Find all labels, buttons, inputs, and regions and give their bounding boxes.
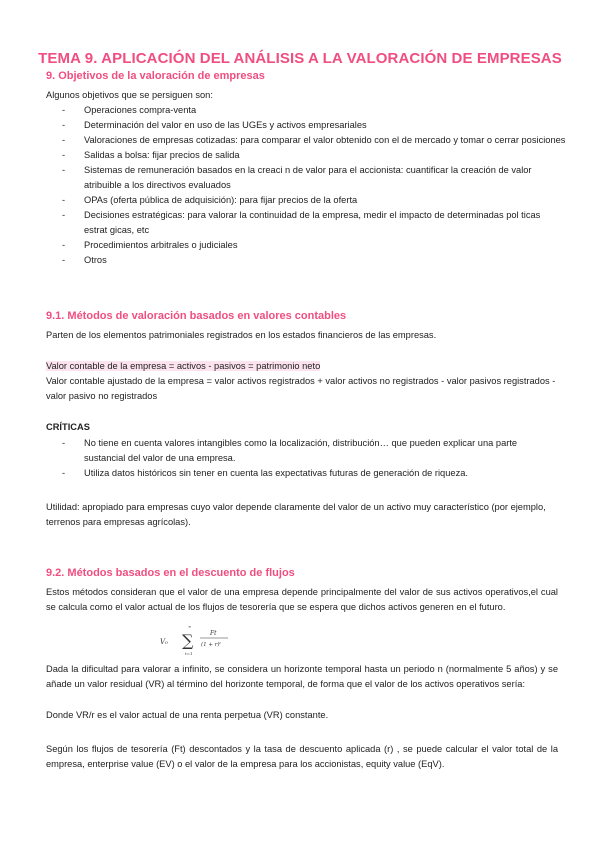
list-item: - Sistemas de remuneración basados en la creaci n de valor para el accionista: cuantificar la creación de valor atribuible a los directivos evaluados [46, 163, 566, 193]
list-item: - Valoraciones de empresas cotizadas: para comparar el valor obtenido con el de mercado y tomar o cerrar posiciones [46, 133, 566, 148]
list-item: - OPAs (oferta pública de adquisición): para fijar precios de la oferta [46, 193, 566, 208]
formula-valor-contable [46, 359, 320, 374]
list-item: - Salidas a bolsa: fijar precios de salida [46, 148, 566, 163]
formula-sigma-top: ∞ [188, 624, 192, 629]
list-item: - Operaciones compra-venta [46, 103, 566, 118]
section-9-2-paragraph-1: Estos métodos consideran que el valor de una empresa depende principalmente del valor de sus activos operativos,el cual se calcula como el valor actual de los flujos de tesorería que se espera que dichos activos generen en el futuro. [46, 587, 558, 612]
utilidad-text: Utilidad: apropiado para empresas cuyo valor depende claramente del valor de un activo muy característico (por ejemplo, terrenos para empresas agrícolas). [46, 502, 546, 527]
formula-denominator: (1 + r)ᵗ [201, 642, 221, 648]
section-9-heading: 9. Objetivos de la valoración de empresas [46, 70, 265, 82]
list-item: - Determinación del valor en uso de las UGEs y activos empresariales [46, 118, 566, 133]
section-9-2-paragraph-2: Dada la dificultad para valorar a infinito, se considera un horizonte temporal hasta un periodo n (normalmente 5 años) y se añade un valor residual (VR) al término del horizonte temporal, de forma que el valor de los activos operativos sería: [46, 664, 558, 689]
formula-numerator: Ft [210, 630, 217, 637]
formula-sigma-bottom: t=1 [185, 651, 193, 656]
section-9-intro: Algunos objetivos que se persiguen son: [46, 90, 213, 100]
list-item: - No tiene en cuenta valores intangibles como la localización, distribución… que pueden explicar una parte sustancial del valor de una empresa. [46, 436, 558, 466]
formula-lhs: V₀ [160, 638, 168, 646]
highlighted-formula: Valor contable de la empresa = activos - pasivos = patrimonio neto [46, 361, 321, 371]
section-9-2-heading: 9.2. Métodos basados en el descuento de flujos [46, 567, 295, 579]
section-9-2-paragraph-4: Según los flujos de tesorería (Ft) descontados y la tasa de descuento aplicada (r) , se puede calcular el valor total de la empresa, enterprise value (EV) o el valor de la empresa para los accionistas, equity value (EqV). [46, 744, 558, 769]
criticas-list [46, 436, 558, 481]
list-item: - Procedimientos arbitrales o judiciales [46, 238, 566, 253]
section-9-2-paragraph-3: Donde VR/r es el valor actual de una renta perpetua (VR) constante. [46, 710, 329, 720]
document-title: TEMA 9. APLICACIÓN DEL ANÁLISIS A LA VALORACIÓN DE EMPRESAS [38, 50, 562, 67]
list-item: - Utiliza datos históricos sin tener en cuenta las expectativas futuras de generación de riqueza. [46, 466, 558, 481]
list-item: - Decisiones estratégicas: para valorar la continuidad de la empresa, medir el impacto de determinadas pol ticas estrat gicas, etc [46, 208, 566, 238]
criticas-label: CRÍTICAS [46, 422, 90, 432]
formula-valor-contable-ajustado: Valor contable ajustado de la empresa = valor activos registrados + valor activos no registrados - valor pasivos registrados - valor pasivo no registrados [46, 376, 556, 401]
section-9-1-intro: Parten de los elementos patrimoniales registrados en los estados financieros de las empresas. [46, 330, 437, 340]
sigma-icon: ∑ [182, 631, 194, 650]
section-9-1-heading: 9.1. Métodos de valoración basados en valores contables [46, 310, 347, 322]
list-item: - Otros [46, 253, 566, 268]
dcf-formula [160, 622, 240, 658]
objectives-list [46, 103, 566, 268]
